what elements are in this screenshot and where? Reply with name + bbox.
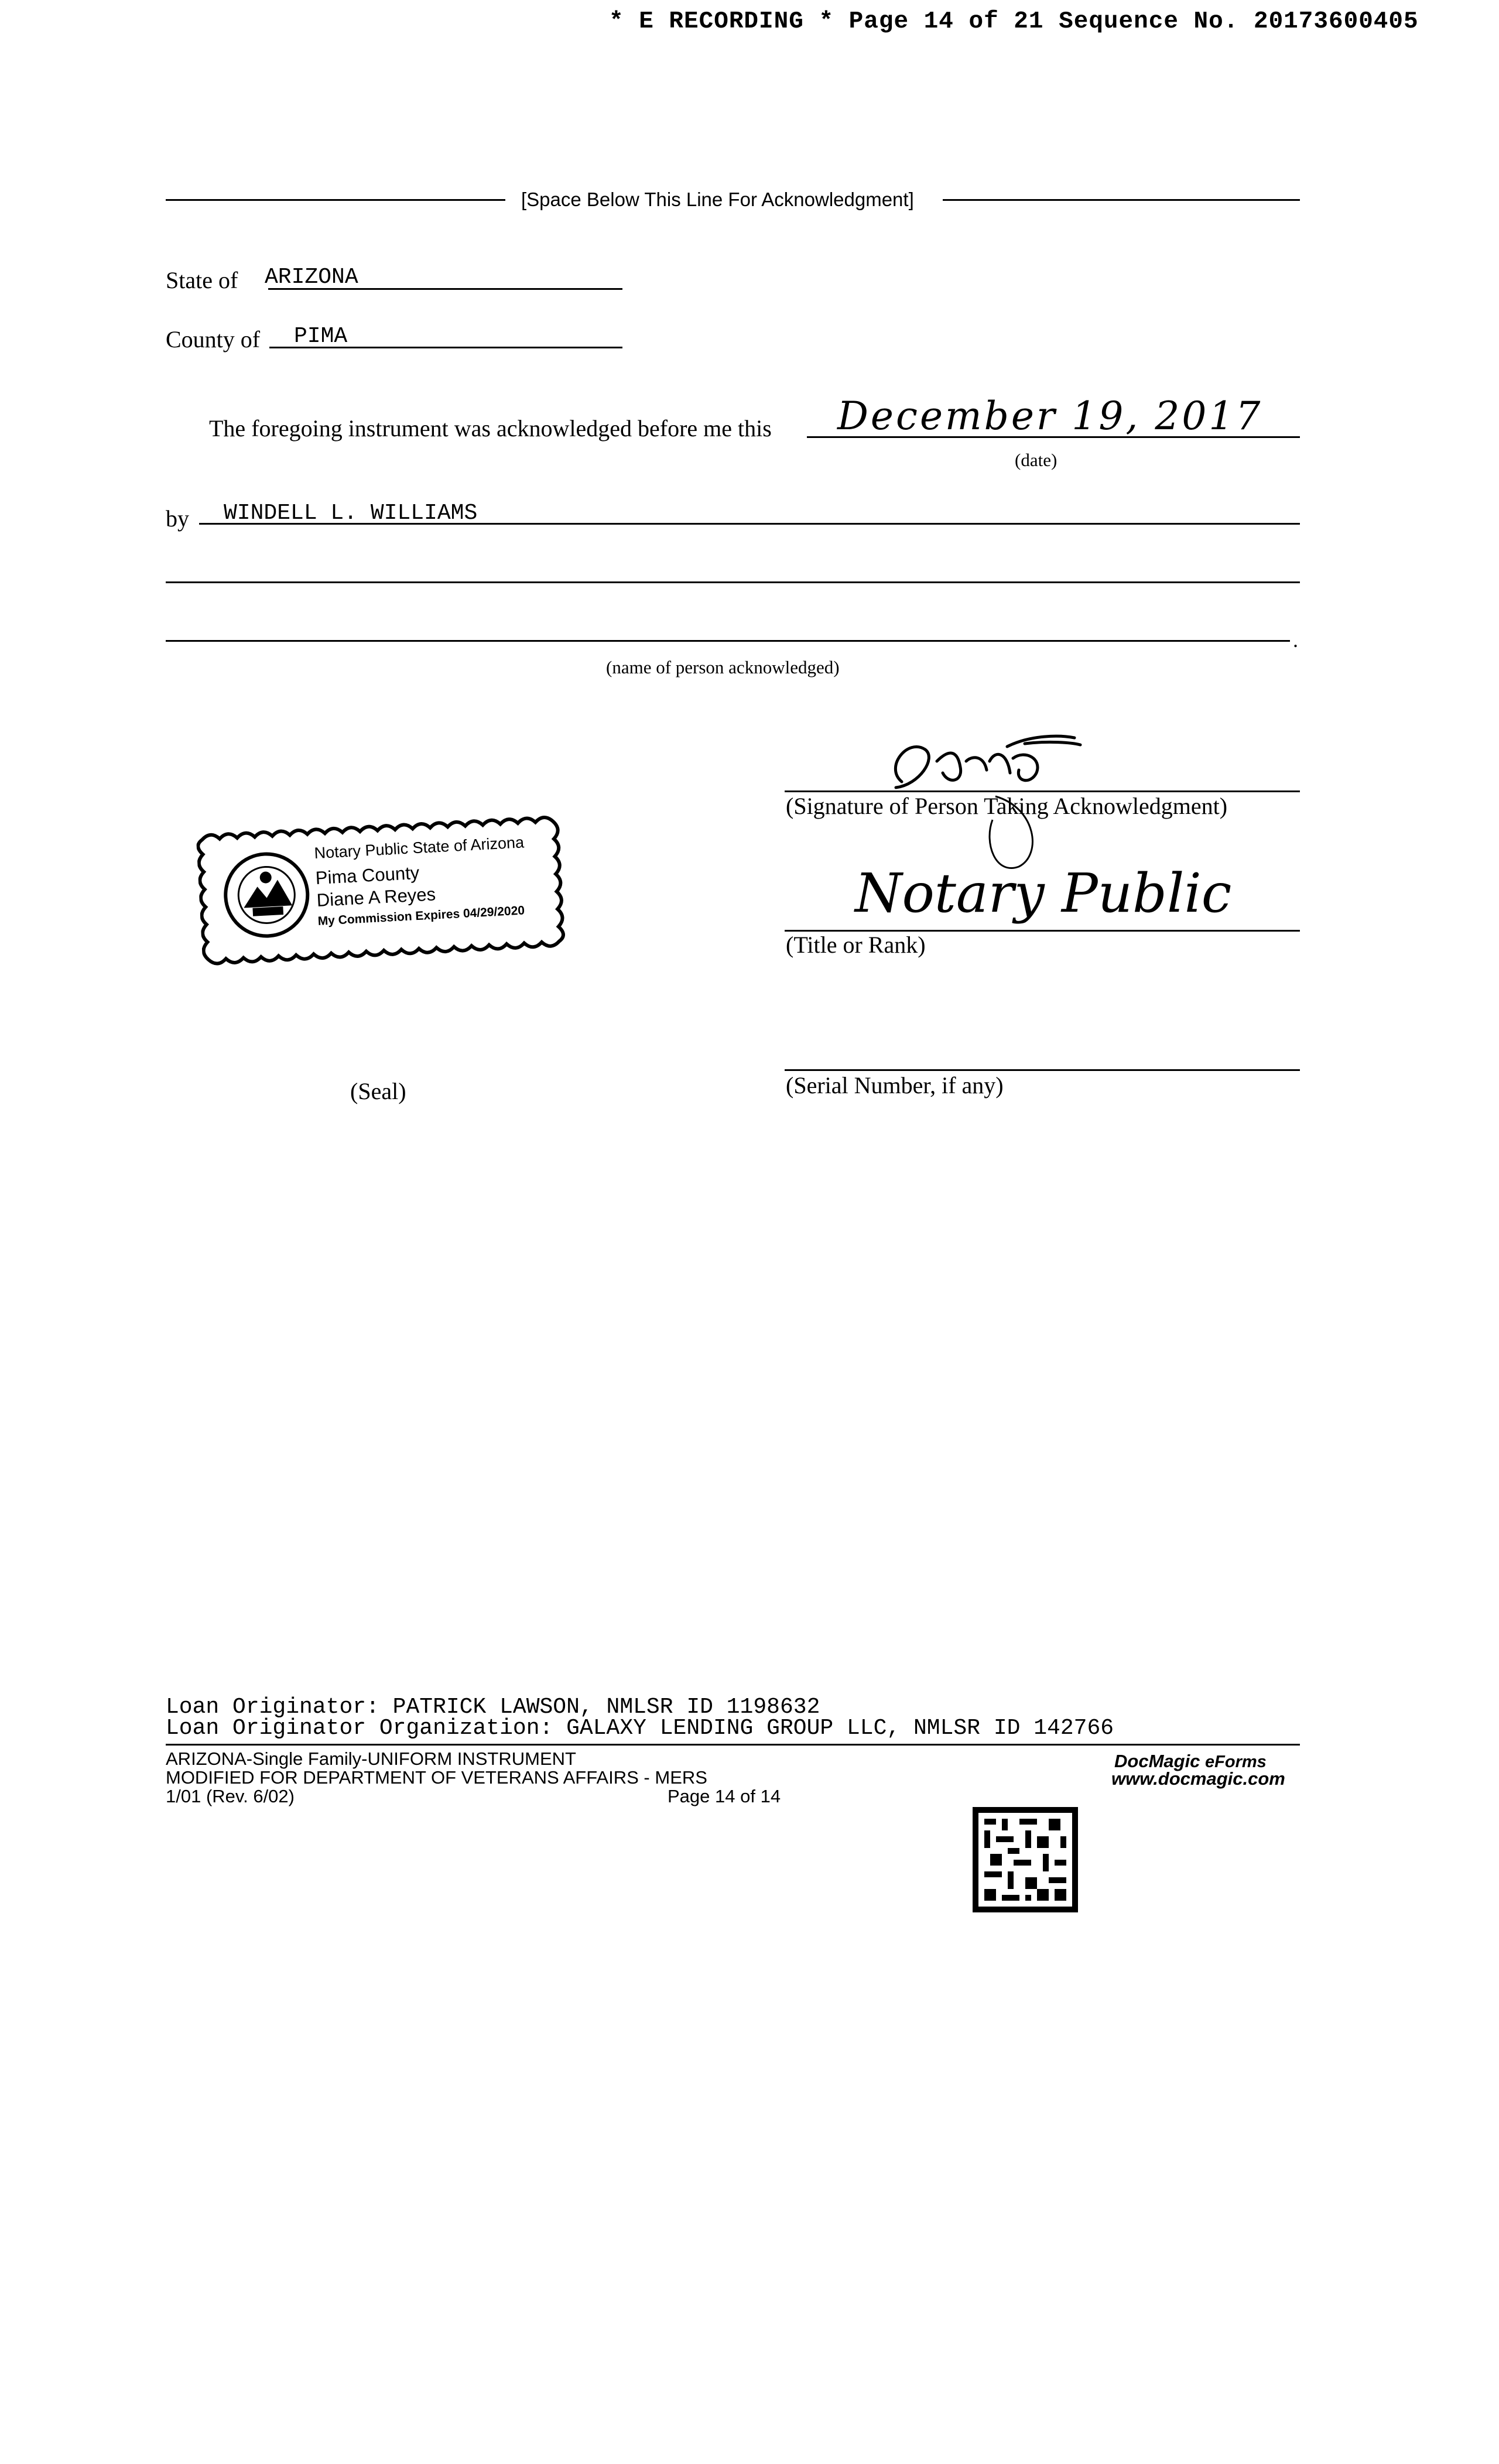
divider-right	[943, 199, 1300, 201]
form-line-3: 1/01 (Rev. 6/02)	[166, 1786, 295, 1806]
signature-caption: (Signature of Person Taking Acknowledgment)	[786, 793, 1228, 819]
name-line-1	[199, 523, 1300, 525]
form-line-1: ARIZONA-Single Family-UNIFORM INSTRUMENT	[166, 1748, 576, 1769]
notary-stamp	[196, 809, 571, 969]
stamp-line-2: Pima County	[314, 862, 420, 889]
stamp-line-4: My Commission Expires 04/29/2020	[317, 904, 525, 928]
acknowledgment-divider-label: [Space Below This Line For Acknowledgment]	[521, 189, 914, 210]
county-value: PIMA	[294, 324, 348, 349]
form-line-2: MODIFIED FOR DEPARTMENT OF VETERANS AFFAIRS - MERS	[166, 1767, 707, 1788]
acknowledgment-date: December 19, 2017	[837, 393, 1263, 439]
serial-caption: (Serial Number, if any)	[786, 1072, 1004, 1098]
stamp-line-3: Diane A Reyes	[316, 884, 436, 911]
title-caption: (Title or Rank)	[786, 932, 926, 958]
footer-rule	[166, 1744, 1300, 1746]
brand-prefix: DocMagic	[1114, 1751, 1200, 1771]
name-caption: (name of person acknowledged)	[606, 657, 840, 677]
docmagic-website: www.docmagic.com	[1111, 1768, 1285, 1789]
loan-originator: Loan Originator: PATRICK LAWSON, NMLSR ID 1198632	[166, 1695, 820, 1720]
notary-title-value: Notary Public	[855, 862, 1232, 925]
barcode-icon	[972, 1807, 1079, 1912]
name-line-3	[166, 640, 1290, 642]
loan-originator-organization: Loan Originator Organization: GALAXY LENDING GROUP LLC, NMLSR ID 142766	[166, 1716, 1114, 1741]
page-number: Page 14 of 14	[668, 1786, 781, 1806]
date-line	[807, 436, 1300, 438]
brand-suffix: eForms	[1205, 1753, 1267, 1771]
person-acknowledged: WINDELL L. WILLIAMS	[224, 501, 478, 526]
date-caption: (date)	[1015, 450, 1057, 470]
state-line	[268, 288, 622, 290]
recording-header: * E RECORDING * Page 14 of 21 Sequence No. 20173600405	[609, 8, 1419, 35]
stamp-line-1: Notary Public State of Arizona	[313, 833, 525, 863]
county-line	[269, 347, 622, 348]
state-value: ARIZONA	[265, 265, 358, 290]
seal-caption: (Seal)	[350, 1078, 406, 1104]
by-label: by	[166, 505, 189, 532]
name-line-2	[166, 581, 1300, 583]
state-label: State of	[166, 267, 238, 293]
county-label: County of	[166, 326, 261, 353]
foregoing-text: The foregoing instrument was acknowledged before me this	[209, 415, 772, 442]
divider-left	[166, 199, 505, 201]
arizona-state-seal-icon	[220, 849, 313, 942]
serial-line	[785, 1069, 1300, 1071]
name-line-period: .	[1293, 628, 1298, 652]
